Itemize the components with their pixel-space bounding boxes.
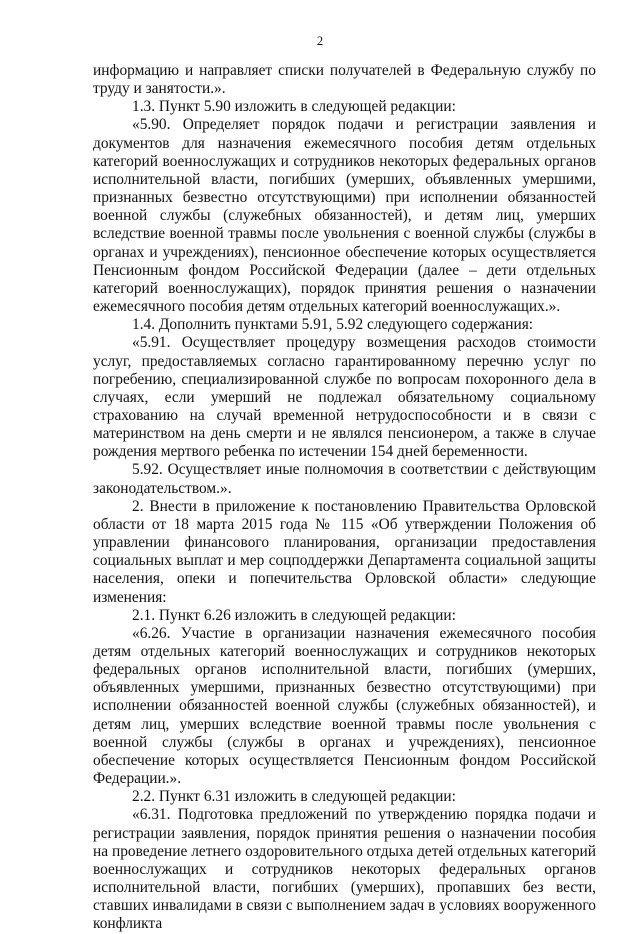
paragraph: «6.31. Подготовка предложений по утверждению порядка подачи и регистрации заявления, порядок принятия решения о назначении пособия на проведение летнего оздоровительного отдыха детей отдельных категорий военнослужащих и сотрудников некоторых федеральных органов исполнительной власти, погибших (умерших), пропавших без вести, ставших инвалидами в связи с выполнением задач в условиях вооруженного конфликта	[93, 806, 596, 933]
paragraph-section-2: 2. Внести в приложение к постановлению Правительства Орловской области от 18 марта 2015 года № 115 «Об утверждении Положения об управлении финансового планирования, организации предоставления социальных выплат и мер соцподдержки Департамента социальной защиты населения, опеки и попечительства Орловской области» следующие изменения:	[93, 497, 596, 606]
page-number: 2	[316, 34, 324, 48]
paragraph: «6.26. Участие в организации назначения ежемесячного пособия детям отдельных категорий военнослужащих и сотрудников некоторых федеральных органов исполнительной власти, погибших (умерших, объявленных умершими, признанных безвестно отсутствующими) при исполнении обязанностей военной службы (служебных обязанностей), и детям лиц, умерших вследствие военной травмы после увольнения с военной службы (службы в органах и учреждениях), пенсионное обеспечение которых осуществляется Пенсионным фондом Российской Федерации.».	[93, 624, 596, 788]
paragraph-heading-1-3: 1.3. Пункт 5.90 изложить в следующей редакции:	[132, 98, 456, 116]
paragraph: «5.91. Осуществляет процедуру возмещения расходов стоимости услуг, предоставляемых согласно гарантированному перечню услуг по погребению, специализированной службе по вопросам похоронного дела в случаях, если умерший не подлежал обязательному социальному страхованию на случай временной нетрудоспособности и в связи с материнством на день смерти и не являлся пенсионером, а также в случае рождения мертвого ребенка по истечении 154 дней беременности.	[93, 334, 596, 461]
document-body	[93, 62, 596, 934]
paragraph: информацию и направляет списки получателей в Федеральную службу по труду и занятости.».	[93, 62, 596, 98]
paragraph-heading-1-4: 1.4. Дополнить пунктами 5.91, 5.92 следующего содержания:	[132, 316, 534, 334]
paragraph-heading-2-2: 2.2. Пункт 6.31 изложить в следующей редакции:	[132, 788, 456, 806]
paragraph: 5.92. Осуществляет иные полномочия в соответствии с действующим законодательством.».	[93, 461, 596, 497]
paragraph: «5.90. Определяет порядок подачи и регистрации заявления и документов для назначения ежемесячного пособия детям отдельных категорий военнослужащих и сотрудников некоторых федеральных органов исполнительной власти, погибших (умерших, объявленных умершими, признанных безвестно отсутствующими) при исполнении обязанностей военной службы (служебных обязанностей), и детям лиц, умерших вследствие военной травмы после увольнения с военной службы (службы в органах и учреждениях), пенсионное обеспечение которых осуществляется Пенсионным фондом Российской Федерации (далее – дети отдельных категорий военнослужащих), порядок принятия решения о назначении ежемесячного пособия детям отдельных категорий военнослужащих.».	[93, 116, 596, 316]
paragraph-heading-2-1: 2.1. Пункт 6.26 изложить в следующей редакции:	[132, 606, 456, 624]
